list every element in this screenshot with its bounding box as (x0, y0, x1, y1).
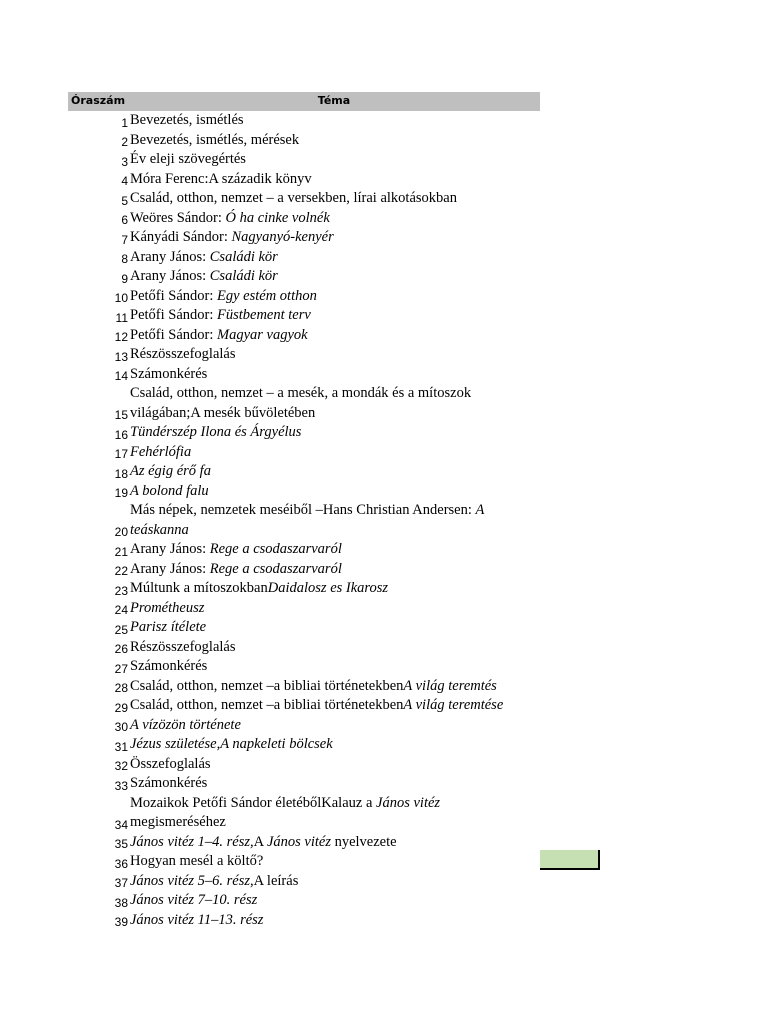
topic-text: A világ teremtés (403, 677, 497, 694)
topic-cell[interactable] (130, 384, 530, 423)
lesson-number-cell[interactable]: 22 (114, 564, 128, 578)
lesson-number-cell[interactable]: 24 (114, 603, 128, 617)
lesson-number-cell[interactable]: 38 (114, 895, 128, 910)
topic-cell[interactable] (130, 852, 530, 872)
lesson-number-cell[interactable]: 31 (114, 739, 128, 754)
table-row[interactable] (68, 833, 540, 853)
lesson-number-cell[interactable]: 5 (121, 193, 128, 208)
table-row[interactable] (68, 755, 540, 775)
topic-text: Arany János: (130, 541, 210, 557)
topic-text: A világ teremtése (403, 697, 504, 713)
lesson-number-cell[interactable]: 21 (114, 544, 128, 559)
topic-text: Rege a csodaszarvaról (209, 541, 342, 557)
table-row[interactable] (68, 501, 540, 540)
lesson-number-cell[interactable]: 28 (114, 681, 128, 695)
topic-cell[interactable] (130, 560, 530, 580)
lesson-number-cell[interactable]: 29 (114, 700, 128, 715)
topic-text: Család, otthon, nemzet –a bibliai történetekben (130, 677, 404, 694)
topic-text: A bolond falu (130, 482, 209, 499)
topic-text: Móra Ferenc:A századik könyv (130, 170, 312, 187)
table-row[interactable] (68, 423, 540, 443)
table-row[interactable] (68, 365, 540, 385)
topic-cell[interactable] (130, 579, 530, 599)
lesson-number-cell[interactable]: 1 (121, 115, 128, 130)
topic-text: Parisz ítélete (130, 619, 207, 635)
topic-cell[interactable] (130, 443, 530, 463)
table-row[interactable] (68, 774, 540, 794)
table-row[interactable] (68, 638, 540, 658)
table-row[interactable] (68, 170, 540, 190)
lesson-number-cell[interactable]: 17 (114, 447, 128, 461)
table-row[interactable] (68, 189, 540, 209)
table-row[interactable] (68, 794, 540, 833)
table-row[interactable] (68, 696, 540, 716)
lesson-number-cell[interactable]: 33 (114, 778, 128, 793)
header-topic[interactable]: Téma (317, 94, 351, 107)
topic-cell[interactable] (130, 833, 530, 853)
topic-cell[interactable] (130, 326, 530, 346)
topic-cell[interactable] (130, 657, 530, 677)
topic-text: Arany János: (130, 560, 210, 577)
table-row[interactable] (68, 618, 540, 638)
topic-text: Bevezetés, ismétlés, mérések (130, 131, 300, 148)
topic-cell[interactable] (130, 716, 530, 736)
topic-cell[interactable] (130, 618, 530, 638)
topic-text: Arany János: (130, 268, 210, 284)
topic-text: Nagyanyó-kenyér (231, 229, 334, 245)
topic-text: Családi kör (209, 248, 278, 265)
topic-text: Számonkérés (130, 365, 208, 382)
topic-text: Arany János: (130, 248, 210, 265)
topic-cell[interactable] (130, 365, 530, 385)
topic-text: Részösszefoglalás (130, 346, 236, 362)
topic-cell[interactable] (130, 131, 530, 151)
table-row[interactable] (68, 716, 540, 736)
topic-cell[interactable] (130, 287, 530, 307)
table-header (68, 92, 540, 111)
lesson-number-cell[interactable]: 9 (121, 271, 128, 286)
topic-text: Tündérszép Ilona és Árgyélus (130, 424, 302, 440)
topic-text: Összefoglalás (130, 755, 211, 772)
lesson-number-cell[interactable]: 18 (114, 466, 128, 481)
table-body (68, 111, 540, 930)
lesson-number-cell[interactable]: 4 (121, 174, 128, 188)
topic-text: Bevezetés, ismétlés (130, 112, 244, 128)
table-row[interactable] (68, 384, 540, 423)
lesson-number-cell[interactable]: 6 (121, 213, 128, 227)
topic-text: Család, otthon, nemzet – a mesék, a mondák és a mítoszok világában;A mesék bűvöletében (130, 385, 472, 421)
lesson-number-cell[interactable]: 25 (114, 622, 128, 637)
table-row[interactable] (68, 111, 540, 131)
topic-cell[interactable] (130, 501, 530, 540)
topic-text: A vízözön története (130, 716, 241, 733)
table-row[interactable] (68, 131, 540, 151)
table-row[interactable] (68, 209, 540, 229)
topic-text: Weöres Sándor: (130, 209, 226, 226)
topic-text: Füstbement terv (217, 307, 311, 323)
lesson-number-cell[interactable]: 7 (121, 232, 128, 247)
topic-text: Prométheusz (130, 599, 205, 616)
lesson-plan-table (68, 92, 540, 930)
topic-cell[interactable] (130, 677, 530, 697)
topic-text: Hogyan mesél a költő? (130, 853, 264, 869)
topic-text: Petőfi Sándor: (130, 287, 217, 304)
topic-text: Kányádi Sándor: (130, 229, 232, 245)
table-row[interactable] (68, 345, 540, 365)
table-row[interactable] (68, 228, 540, 248)
lesson-number-cell[interactable]: 15 (114, 408, 128, 422)
lesson-number-cell[interactable]: 37 (114, 876, 128, 890)
topic-cell[interactable] (130, 872, 530, 892)
topic-text: A (253, 833, 267, 850)
table-row[interactable] (68, 482, 540, 502)
topic-text: nyelvezete (330, 833, 397, 850)
lesson-number-cell[interactable]: 13 (114, 349, 128, 364)
table-row[interactable] (68, 326, 540, 346)
lesson-number-cell[interactable]: 20 (114, 525, 128, 539)
lesson-number-cell[interactable]: 27 (114, 661, 128, 676)
topic-text: Család, otthon, nemzet –a bibliai történetekben (130, 697, 404, 713)
topic-cell[interactable] (130, 774, 530, 794)
lesson-number-cell[interactable]: 26 (114, 642, 128, 656)
topic-text: Év eleji szövegértés (130, 151, 246, 167)
topic-text: Egy estém otthon (217, 287, 317, 304)
topic-cell[interactable] (130, 189, 530, 209)
lesson-number-cell[interactable]: 16 (114, 427, 128, 442)
topic-text: János vitéz (376, 794, 441, 811)
selected-cell[interactable] (540, 850, 600, 870)
topic-cell[interactable] (130, 482, 530, 502)
topic-text: Fehérlófia (130, 443, 192, 460)
table-row[interactable] (68, 287, 540, 307)
lesson-number-cell[interactable]: 36 (114, 856, 128, 871)
topic-cell[interactable] (130, 150, 530, 170)
topic-text: Daidalosz es Ikarosz (267, 580, 389, 596)
table-row[interactable] (68, 150, 540, 170)
table-row[interactable] (68, 891, 540, 911)
topic-text: Részösszefoglalás (130, 638, 236, 655)
topic-text: Az égig érő fa (130, 463, 211, 479)
lesson-number-cell[interactable]: 12 (114, 330, 128, 344)
topic-text: János vitéz 5–6. rész, (130, 872, 254, 889)
topic-text: János vitéz 7–10. rész (130, 892, 258, 908)
topic-cell[interactable] (130, 696, 530, 716)
lesson-number-cell[interactable]: 19 (114, 486, 128, 500)
topic-text: Ó ha cinke volnék (225, 209, 330, 226)
topic-text: János vitéz 11–13. rész (130, 911, 264, 928)
topic-cell[interactable] (130, 911, 530, 931)
table-row[interactable] (68, 599, 540, 619)
topic-text: János vitéz 1–4. rész, (130, 833, 254, 850)
topic-cell[interactable] (130, 228, 530, 248)
lesson-number-cell[interactable]: 11 (115, 310, 128, 325)
topic-cell[interactable] (130, 540, 530, 560)
topic-text: Jézus születése,A napkeleti bölcsek (130, 736, 333, 752)
topic-cell[interactable] (130, 638, 530, 658)
topic-cell[interactable] (130, 423, 530, 443)
lesson-number-cell[interactable]: 10 (114, 291, 128, 305)
topic-cell[interactable] (130, 170, 530, 190)
topic-cell[interactable] (130, 248, 530, 268)
topic-text: Számonkérés (130, 658, 208, 674)
table-row[interactable] (68, 657, 540, 677)
topic-text: A teáskanna (130, 502, 485, 538)
table-row[interactable] (68, 872, 540, 892)
lesson-number-cell[interactable]: 35 (114, 837, 128, 851)
topic-cell[interactable] (130, 345, 530, 365)
topic-text: Számonkérés (130, 775, 208, 791)
topic-cell[interactable] (130, 794, 530, 833)
topic-text: Múltunk a mítoszokban (130, 580, 268, 596)
topic-text: Rege a csodaszarvaról (209, 560, 342, 577)
table-row[interactable] (68, 852, 540, 872)
lesson-number-cell[interactable]: 30 (114, 720, 128, 734)
table-row[interactable] (68, 443, 540, 463)
topic-text: János vitéz (266, 833, 331, 850)
table-row[interactable] (68, 267, 540, 287)
topic-text: Petőfi Sándor: (130, 326, 217, 343)
topic-cell[interactable] (130, 735, 530, 755)
lesson-number-cell[interactable]: 32 (114, 759, 128, 773)
topic-cell[interactable] (130, 209, 530, 229)
table-row[interactable] (68, 248, 540, 268)
topic-text: megismeréséhez (130, 814, 226, 830)
topic-text: Petőfi Sándor: (130, 307, 217, 323)
topic-text: Magyar vagyok (217, 326, 308, 343)
table-row[interactable] (68, 579, 540, 599)
lesson-number-cell[interactable]: 2 (121, 135, 128, 149)
lesson-number-cell[interactable]: 23 (114, 583, 128, 598)
table-row[interactable] (68, 677, 540, 697)
lesson-number-cell[interactable]: 3 (121, 154, 128, 169)
lesson-number-cell[interactable]: 39 (114, 915, 128, 929)
lesson-number-cell[interactable]: 14 (114, 369, 128, 383)
topic-cell[interactable] (130, 755, 530, 775)
topic-cell[interactable] (130, 111, 530, 131)
topic-text: Más népek, nemzetek meséiből –Hans Christian Andersen: (130, 502, 476, 518)
topic-cell[interactable] (130, 306, 530, 326)
topic-text: A leírás (253, 872, 299, 889)
topic-text: Család, otthon, nemzet – a versekben, lírai alkotásokban (130, 190, 457, 206)
table-row[interactable] (68, 540, 540, 560)
table-row[interactable] (68, 306, 540, 326)
topic-cell[interactable] (130, 462, 530, 482)
lesson-number-cell[interactable]: 8 (121, 252, 128, 266)
table-row[interactable] (68, 735, 540, 755)
topic-text: Mozaikok Petőfi Sándor életébőlKalauz a (130, 794, 377, 811)
table-row[interactable] (68, 462, 540, 482)
topic-cell[interactable] (130, 599, 530, 619)
topic-text: Családi kör (209, 268, 278, 284)
lesson-number-cell[interactable]: 34 (114, 817, 128, 832)
topic-cell[interactable] (130, 891, 530, 911)
table-row[interactable] (68, 911, 540, 931)
topic-cell[interactable] (130, 267, 530, 287)
header-lesson-number[interactable]: Óraszám (71, 94, 126, 107)
table-row[interactable] (68, 560, 540, 580)
